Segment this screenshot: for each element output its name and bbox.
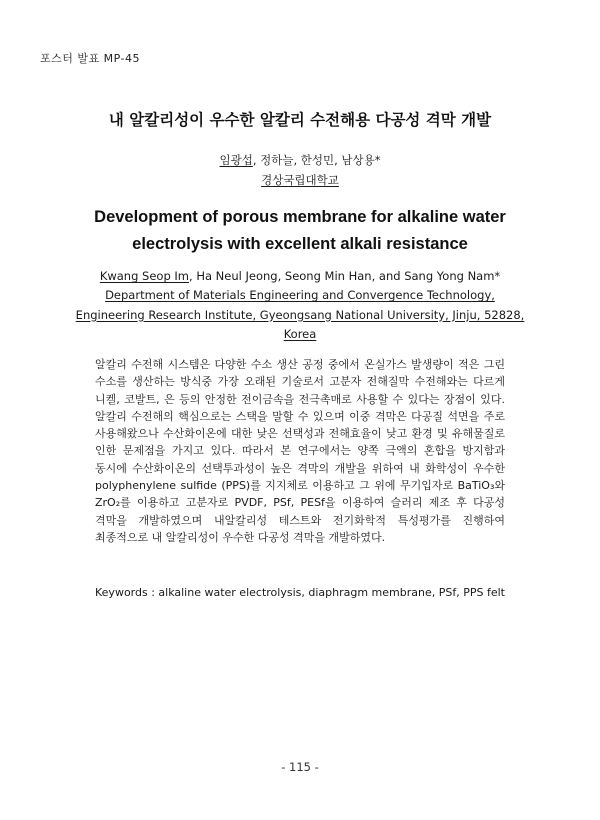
korean-affiliation-text: 경상국립대학교 — [261, 173, 339, 187]
abstract-body: 알칼리 수전해 시스템은 다양한 수소 생산 공정 중에서 온실가스 발생량이 적은 그린 수소를 생산하는 방식중 가장 오래된 기술로서 고분자 전해질막 수전해와는 다르게 니켈, 코발트, 은 등의 안정한 전이금속을 전극촉매로 사용할 수 있다는 장점이 있다. 알칼리 수전해의 핵심으로는 스택을 말할 수 있으며 이중 격막은 다공질 석면을 주로 사용해왔으나 수산화이온에 대한 낮은 선택성과 전해효율이 낮고 환경 및 유해물질로 인한 문제점을 가지고 있다. 따라서 본 연구에서는 양쪽 극액의 혼합을 방지함과 동시에 수산화이온의 선택투과성이 높은 격막의 개발을 위하여 내 화학성이 우수한 polyphenylene sulfide (PPS)를 지지체로 이용하고 그 위에 무기입자로 BaTiO₃와 ZrO₂를 이용하고 고분자로 PVDF, PSf, PESf을 이용하여 슬러리 제조 후 다공성 격막을 개발하였으며 내알칼리성 테스트와 전기화학적 특성평가를 진행하여 최종적으로 내 알칼리성이 우수한 다공성 격막을 개발하였다. — [95, 358, 505, 544]
affiliation-line-3: Korea — [283, 327, 317, 341]
page-label: 포스터 발표 MP-45 — [40, 52, 140, 65]
english-author-list — [0, 266, 600, 286]
korean-first-author: 임광섭 — [219, 153, 253, 167]
english-other-authors: , Ha Neul Jeong, Seong Min Han, and Sang Yong Nam* — [189, 269, 501, 283]
affiliation-line-1: Department of Materials Engineering and Convergence Technology, — [105, 288, 495, 302]
korean-authors-block — [0, 150, 600, 190]
korean-title: 내 알칼리성이 우수한 알칼리 수전해용 다공성 격막 개발 — [108, 111, 492, 129]
keywords-line: Keywords : alkaline water electrolysis, diaphragm membrane, PSf, PPS felt — [95, 586, 505, 599]
english-title-line-1: Development of porous membrane for alkaline water — [94, 208, 506, 226]
korean-other-authors: , 정하늘, 한성민, 남상용* — [252, 153, 381, 167]
english-first-author: Kwang Seop Im — [99, 269, 190, 283]
english-affiliation — [0, 286, 600, 345]
korean-author-list — [0, 150, 600, 170]
affiliation-line-2: Engineering Research Institute, Gyeongsang National University, Jinju, 52828, — [75, 307, 525, 322]
english-title-line-2: electrolysis with excellent alkali resistance — [132, 235, 468, 253]
english-title — [40, 204, 560, 258]
korean-affiliation — [0, 170, 600, 190]
page-number: - 115 - — [281, 760, 319, 774]
